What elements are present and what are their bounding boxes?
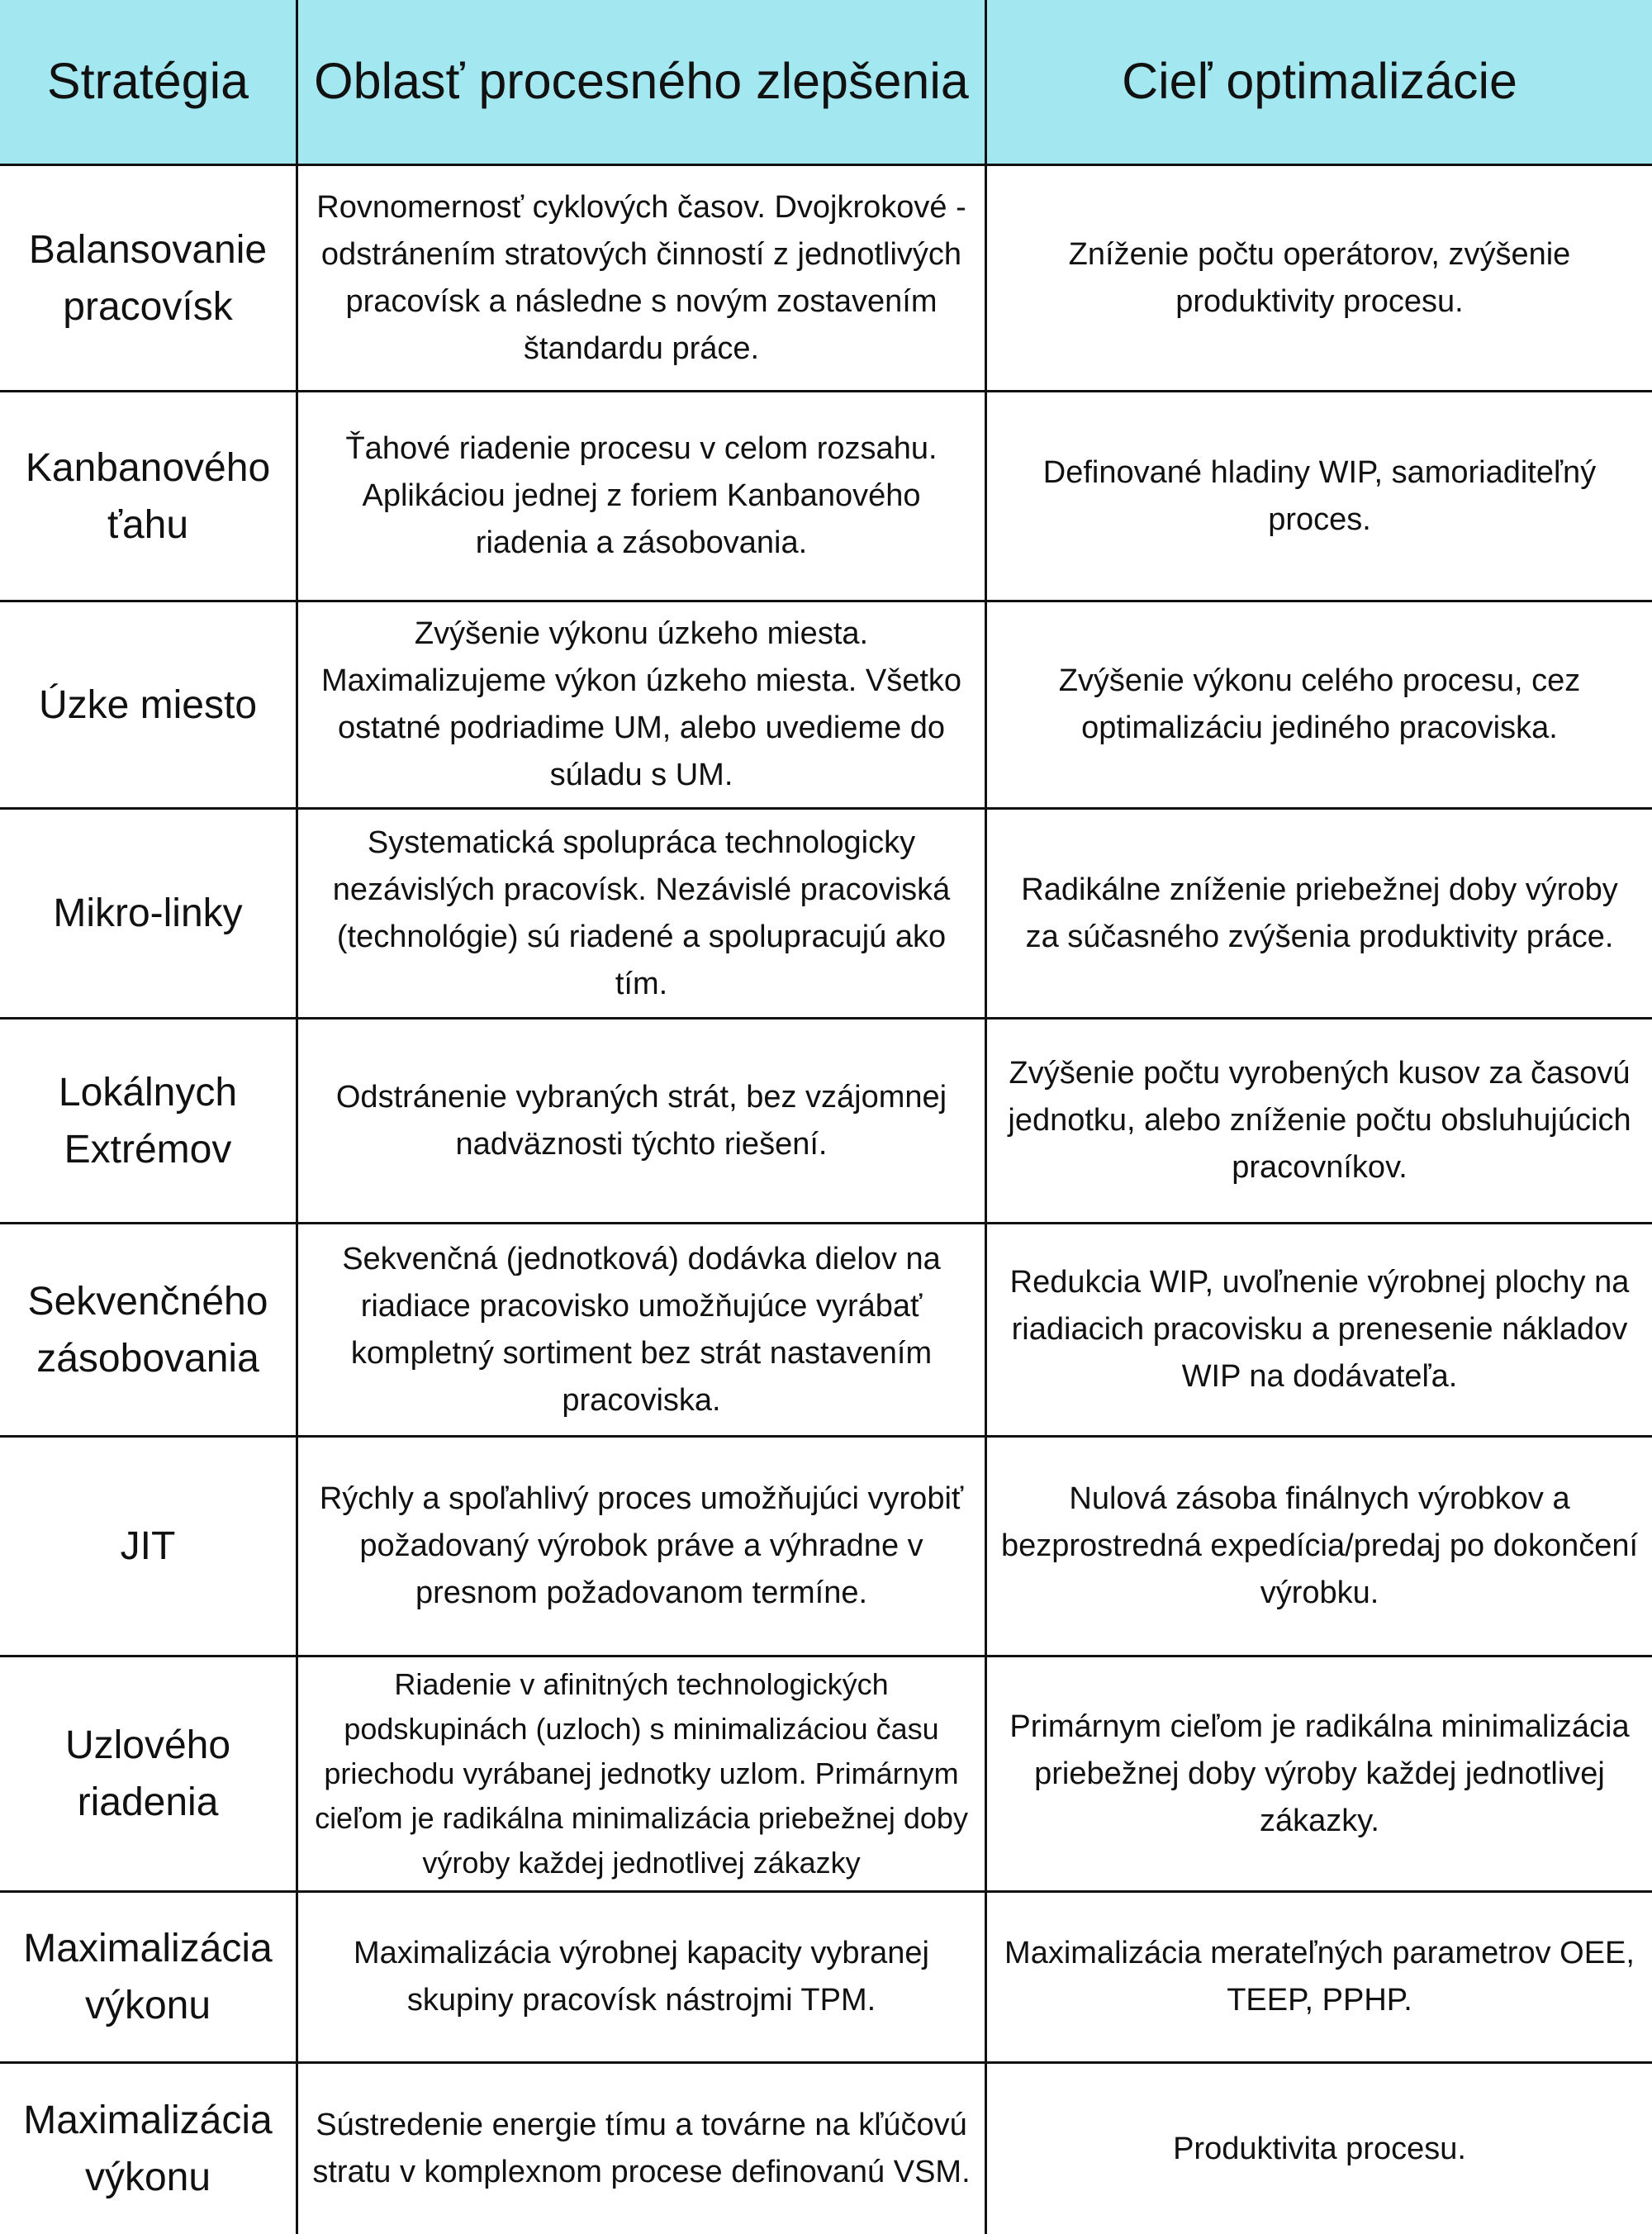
goal-cell (987, 1893, 1652, 2064)
area-cell (298, 1020, 987, 1224)
area-cell (298, 1893, 987, 2064)
strategy-cell (0, 2064, 298, 2234)
strategy-cell (0, 810, 298, 1020)
goal-text: Nulová zásoba finálnych výrobkov a bezprostredná expedícia/predaj po dokončení výrobku. (1000, 1481, 1639, 1610)
goal-cell (987, 1438, 1652, 1657)
strategy-text: Maximalizácia výkonu (23, 1927, 273, 2027)
goal-text: Zníženie počtu operátorov, zvýšenie produktivity procesu. (1068, 236, 1571, 319)
area-text: Systematická spolupráca technologicky nezávislých pracovísk. Nezávislé pracoviská (technológie) sú riadené a spolupracujú ako tím. (332, 825, 951, 1001)
strategy-cell (0, 166, 298, 392)
area-cell (298, 166, 987, 392)
header-goal (987, 0, 1652, 166)
goal-cell (987, 1020, 1652, 1224)
goal-cell (987, 2064, 1652, 2234)
goal-text: Zvýšenie počtu vyrobených kusov za časovú jednotku, alebo zníženie počtu obsluhujúcich pracovníkov. (1008, 1056, 1631, 1185)
area-text: Sústredenie energie tímu a továrne na kľúčovú stratu v komplexnom procese definovanú VSM. (312, 2108, 971, 2189)
goal-text: Maximalizácia merateľných parametrov OEE, TEEP, PPHP. (1004, 1936, 1635, 2018)
area-cell (298, 810, 987, 1020)
strategy-text: Balansovanie pracovísk (28, 227, 268, 329)
area-cell (298, 1657, 987, 1893)
strategy-text: Uzlového riadenia (64, 1723, 231, 1824)
strategy-text: Lokálnych Extrémov (58, 1070, 238, 1172)
strategy-text: Sekvenčného zásobovania (27, 1279, 268, 1381)
area-cell (298, 1224, 987, 1438)
goal-cell (987, 166, 1652, 392)
strategy-text: Úzke miesto (38, 682, 258, 727)
header-goal-label: Cieľ optimalizácie (1122, 53, 1517, 110)
area-text: Rovnomernosť cyklových časov. Dvojkrokové - odstránením stratových činností z jednotlivých pracovísk a následne s novým zostavením štandardu práce. (316, 189, 966, 366)
goal-text: Produktivita procesu. (1173, 2131, 1466, 2166)
strategy-cell (0, 602, 298, 810)
area-cell (298, 2064, 987, 2234)
strategy-cell (0, 1438, 298, 1657)
area-text: Maximalizácia výrobnej kapacity vybranej skupiny pracovísk nástrojmi TPM. (354, 1936, 929, 2018)
strategy-cell (0, 1020, 298, 1224)
strategy-cell (0, 1657, 298, 1893)
strategy-cell (0, 392, 298, 602)
goal-text: Definované hladiny WIP, samoriaditeľný proces. (1042, 454, 1597, 537)
area-cell (298, 392, 987, 602)
area-cell (298, 602, 987, 810)
goal-cell (987, 1224, 1652, 1438)
strategy-cell (0, 1893, 298, 2064)
area-text: Sekvenčná (jednotková) dodávka dielov na riadiace pracovisko umožňujúce vyrábať kompletný sortiment bez strát nastavením pracoviska. (342, 1241, 941, 1418)
strategy-text: JIT (120, 1524, 176, 1568)
area-cell (298, 1438, 987, 1657)
goal-cell (987, 1657, 1652, 1893)
area-text: Odstránenie vybraných strát, bez vzájomnej nadväznosti týchto riešení. (335, 1079, 947, 1162)
goal-text: Redukcia WIP, uvoľnenie výrobnej plochy na riadiacich pracovisku a prenesenie nákladov WIP na dodávateľa. (1009, 1265, 1630, 1394)
header-strategy (0, 0, 298, 166)
area-text: Zvýšenie výkonu úzkeho miesta. Maximalizujeme výkon úzkeho miesta. Všetko ostatné podriadime UM, alebo uvedieme do súladu s UM. (320, 616, 962, 792)
header-area-label: Oblasť procesného zlepšenia (314, 53, 969, 110)
strategy-text: Mikro-linky (53, 891, 243, 935)
strategy-text: Maximalizácia výkonu (23, 2099, 273, 2199)
goal-text: Primárnym cieľom je radikálna minimalizácia priebežnej doby výroby každej jednotlivej zákazky. (1009, 1709, 1630, 1838)
area-text: Rýchly a spoľahlivý proces umožňujúci vyrobiť požadovaný výrobok práve a výhradne v presnom požadovanom termíne. (319, 1481, 964, 1610)
header-area (298, 0, 987, 166)
area-text: Riadenie v afinitných technologických podskupinách (uzloch) s minimalizáciou času priechodu vyrábanej jednotky uzlom. Primárnym cieľom je radikálna minimalizácia priebežnej doby výroby každej jednotlivej zákazky (315, 1667, 968, 1880)
goal-text: Radikálne zníženie priebežnej doby výroby za súčasného zvýšenia produktivity práce. (1021, 872, 1618, 954)
area-text: Ťahové riadenie procesu v celom rozsahu. Aplikáciou jednej z foriem Kanbanového riadenia a zásobovania. (345, 431, 938, 560)
goal-cell (987, 810, 1652, 1020)
goal-cell (987, 602, 1652, 810)
header-strategy-label: Stratégia (46, 53, 249, 110)
goal-text: Zvýšenie výkonu celého procesu, cez optimalizáciu jediného pracoviska. (1058, 663, 1581, 745)
strategy-text: Kanbanového ťahu (25, 445, 271, 547)
strategy-cell (0, 1224, 298, 1438)
goal-cell (987, 392, 1652, 602)
